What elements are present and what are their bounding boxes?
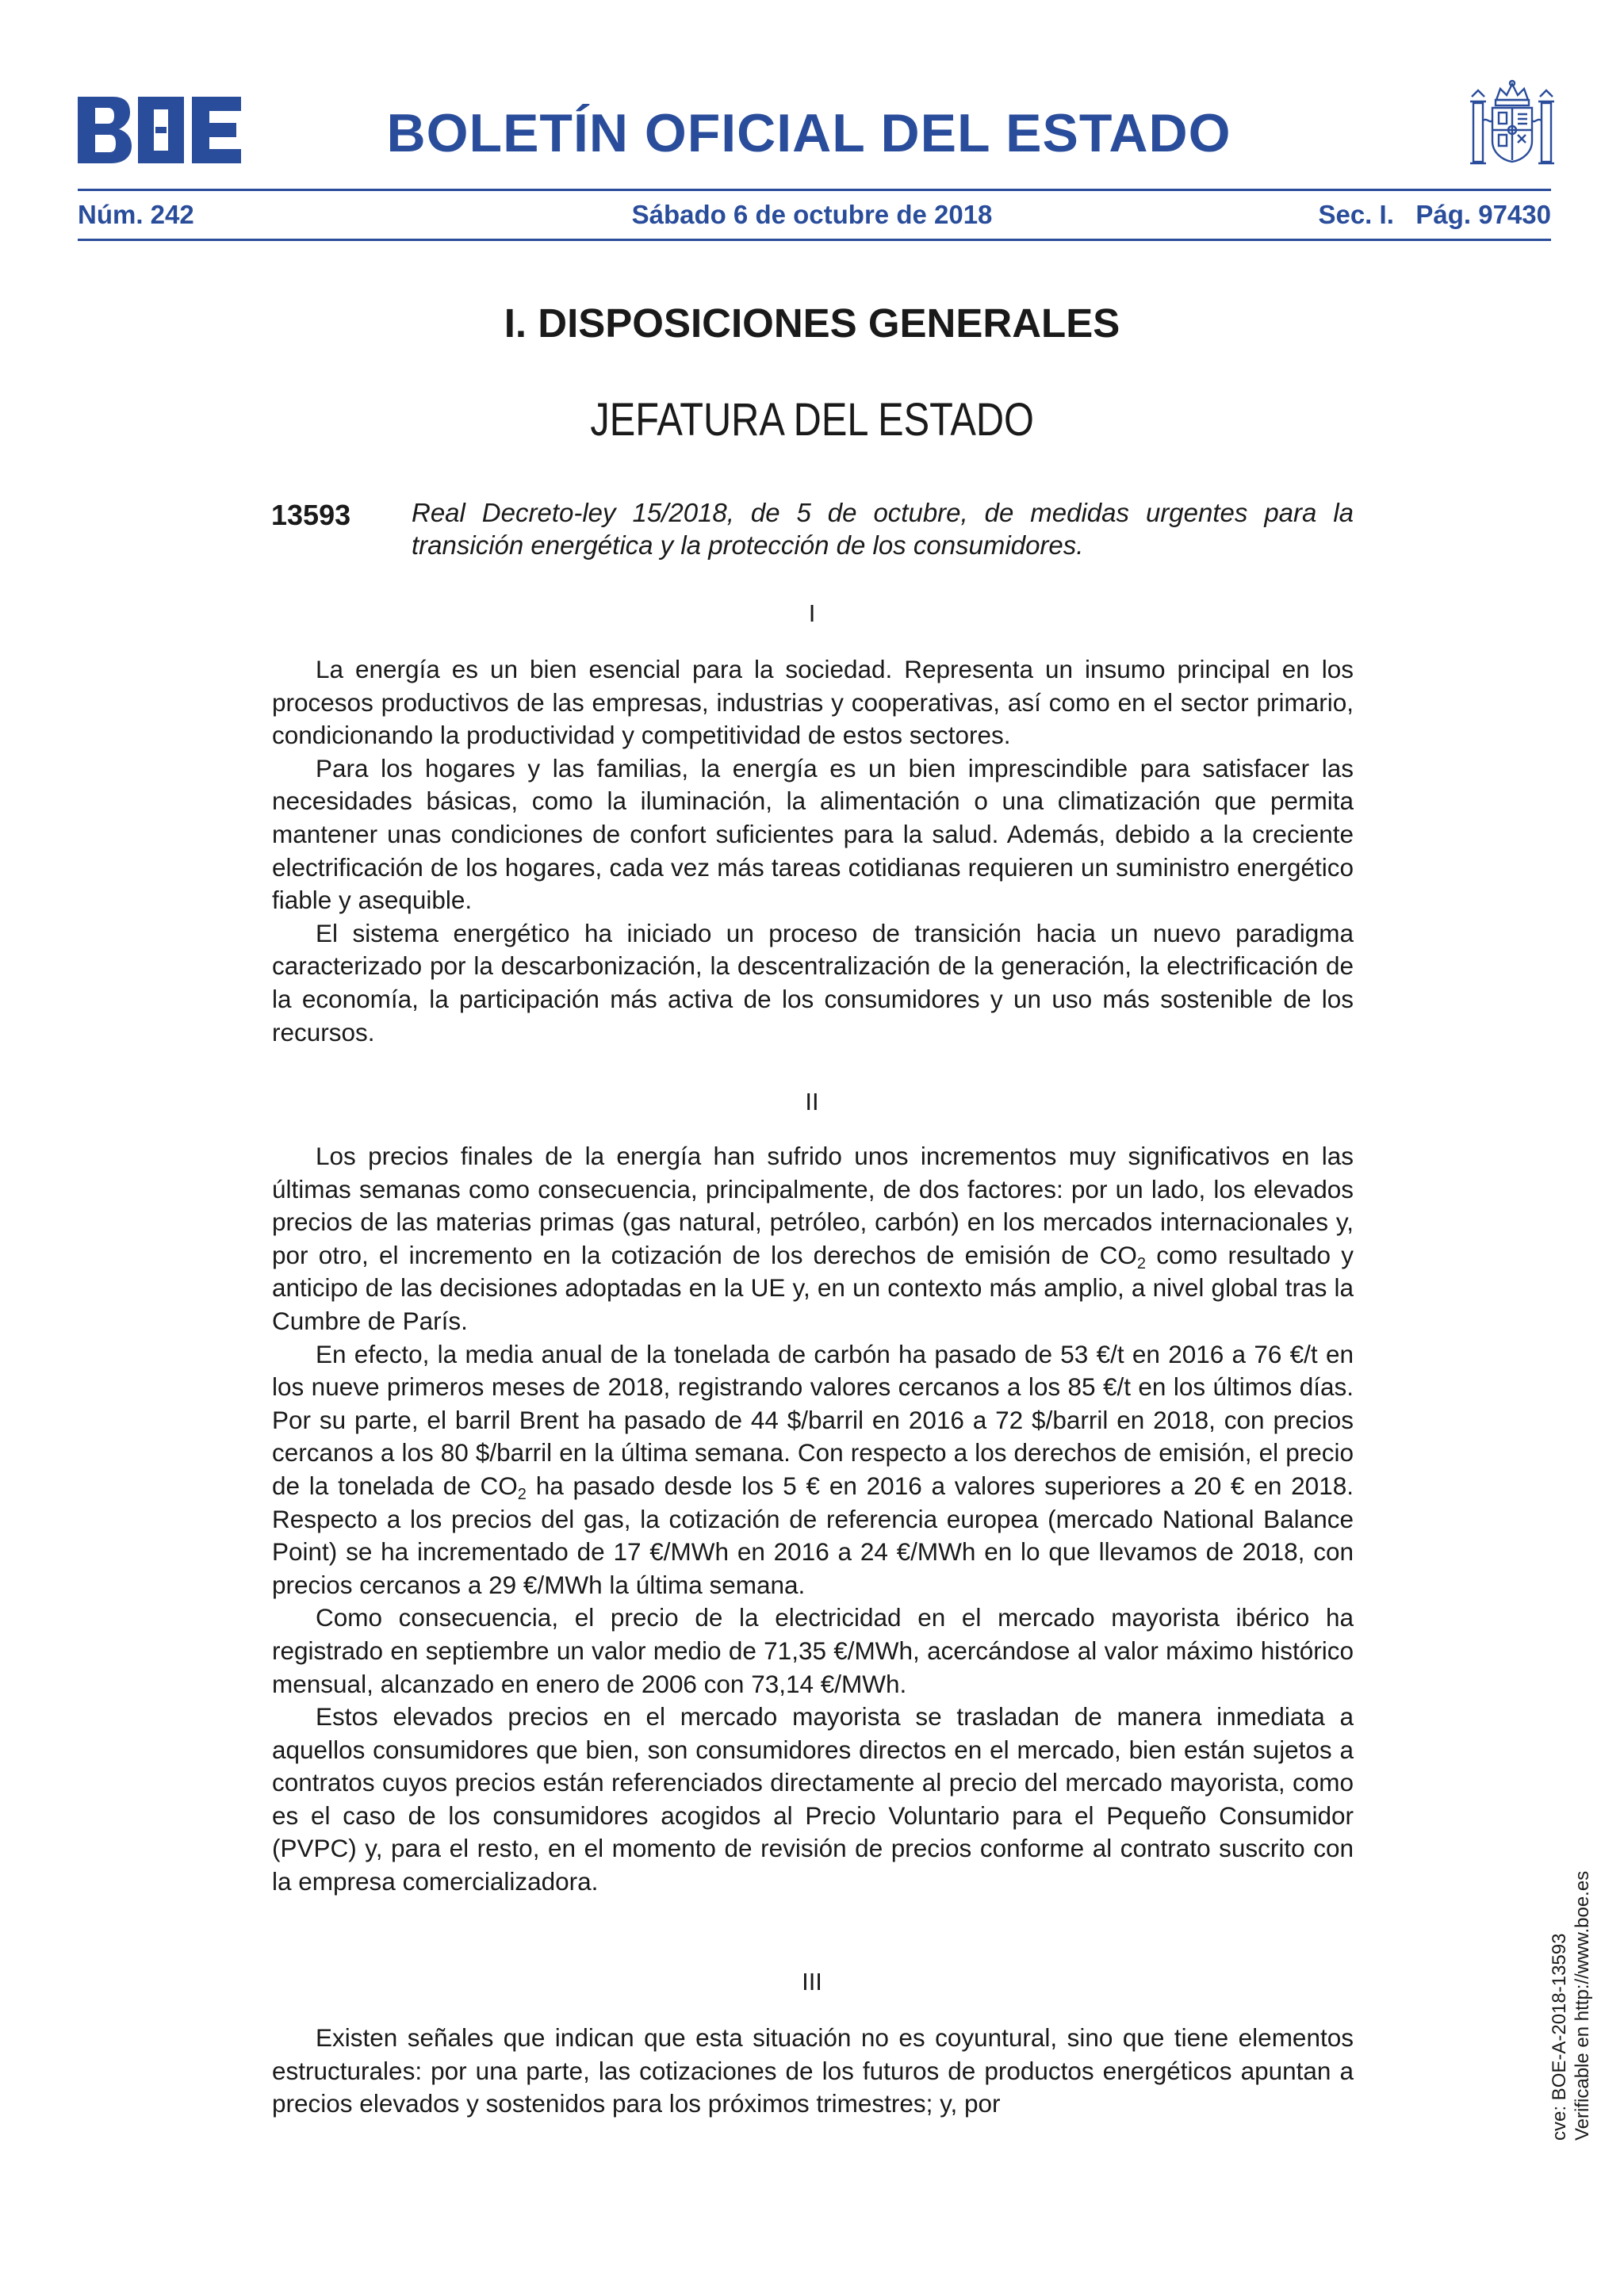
paragraph: En efecto, la media anual de la tonelada de carbón ha pasado de 53 €/t en 2016 a 76 €/t en los nueve primeros meses de 2018, registrando valores cercanos a los 85 €/t en los últimos días. Por su parte, el barril Brent ha pasado de 44 $/barril en 2016 a 72 $/barril en 2018, con precios cercanos a los 80 $/barril en la última semana. Con respecto a los derechos de emisión, el precio de la tonelada de $CO_2$ ha pasado desde los 5 € en 2016 a valores superiores a 20 € en 2018. Respecto a los precios del gas, la cotización de referencia europea (mercado National Balance Point) se ha incrementado de 17 €/MWh en 2016 a 24 €/MWh en lo que llevamos de 2018, con precios cercanos a 29 €/MWh la última semana.: [272, 1339, 1354, 1599]
verification-link[interactable]: Verificable en http://www.boe.es: [1572, 1870, 1593, 2141]
boe-logo: [78, 97, 241, 163]
coat-of-arms-icon: [1469, 79, 1556, 174]
paragraph: Como consecuencia, el precio de la electricidad en el mercado mayorista ibérico ha registrado en septiembre un valor medio de 71,35 €/MWh, acercándose al valor máximo histórico mensual, alcanzado en enero de 2006 con 73,14 €/MWh.: [272, 1603, 1354, 1698]
section-numeral-iii: III: [802, 1968, 822, 1996]
section-title: I. DISPOSICIONES GENERALES: [504, 300, 1120, 346]
header-rule-bottom: [78, 239, 1551, 241]
issue-date: Sábado 6 de octubre de 2018: [631, 200, 993, 229]
bulletin-title: BOLETÍN OFICIAL DEL ESTADO: [386, 103, 1231, 163]
disposition-number: 13593: [271, 499, 351, 531]
paragraph: Existen señales que indican que esta situación no es coyuntural, sino que tiene elementos estructurales: por una parte, las cotizaciones de los futuros de productos energéticos apuntan a precios elevados y sostenidos para los próximos trimestres; y, por: [272, 2023, 1354, 2118]
paragraph: La energía es un bien esencial para la sociedad. Representa un insumo principal en los procesos productivos de las empresas, industrias y cooperativas, así como en el sector primario, condicionando la productividad y competitividad de estos sectores.: [272, 655, 1354, 750]
section-iii-body: [272, 2022, 1354, 2121]
organ-title: JEFATURA DEL ESTADO: [590, 394, 1034, 446]
issue-number: Núm. 242: [78, 200, 194, 229]
section-numeral-i: I: [808, 599, 816, 627]
paragraph: Para los hogares y las familias, la energía es un bien imprescindible para satisfacer las necesidades básicas, como la iluminación, la alimentación o una climatización que permita mantener unas condiciones de confort suficientes para la salud. Además, debido a la creciente electrificación de los hogares, cada vez más tareas cotidianas requieren un suministro energético fiable y asequible.: [272, 753, 1354, 915]
section-ii-body: [272, 1140, 1354, 1899]
disposition-title: Real Decreto-ley 15/2018, de 5 de octubre, de medidas urgentes para la transición energética y la protección de los consumidores.: [412, 498, 1354, 560]
header-rule-top: [78, 189, 1551, 191]
paragraph: Estos elevados precios en el mercado mayorista se trasladan de manera inmediata a aquellos consumidores que bien, son consumidores directos en el mercado, bien están sujetos a contratos cuyos precios están referenciados directamente al precio del mercado mayorista, como es el caso de los consumidores acogidos al Precio Voluntario para el Pequeño Consumidor (PVPC) y, para el resto, en el momento de revisión de precios conforme al contrato suscrito con la empresa comercializadora.: [272, 1702, 1354, 1896]
paragraph: Los precios finales de la energía han sufrido unos incrementos muy significativos en las últimas semanas como consecuencia, principalmente, de dos factores: por un lado, los elevados precios de las materias primas (gas natural, petróleo, carbón) en los mercados internacionales y, por otro, el incremento en la cotización de los derechos de emisión de $CO_2$ como resultado y anticipo de las decisiones adoptadas en la UE y, en un contexto más amplio, a nivel global tras la Cumbre de París.: [272, 1142, 1354, 1335]
section-numeral-ii: II: [805, 1088, 819, 1115]
section-i-body: [272, 653, 1354, 1049]
cve-code: cve: BOE-A-2018-13593: [1549, 1933, 1570, 2141]
section-page-number: Sec. I. Pág. 97430: [1318, 200, 1551, 229]
paragraph: El sistema energético ha iniciado un proceso de transición hacia un nuevo paradigma caracterizado por la descarbonización, la descentralización de la generación, la electrificación de la economía, la participación más activa de los consumidores y un uso más sostenible de los recursos.: [272, 918, 1354, 1047]
